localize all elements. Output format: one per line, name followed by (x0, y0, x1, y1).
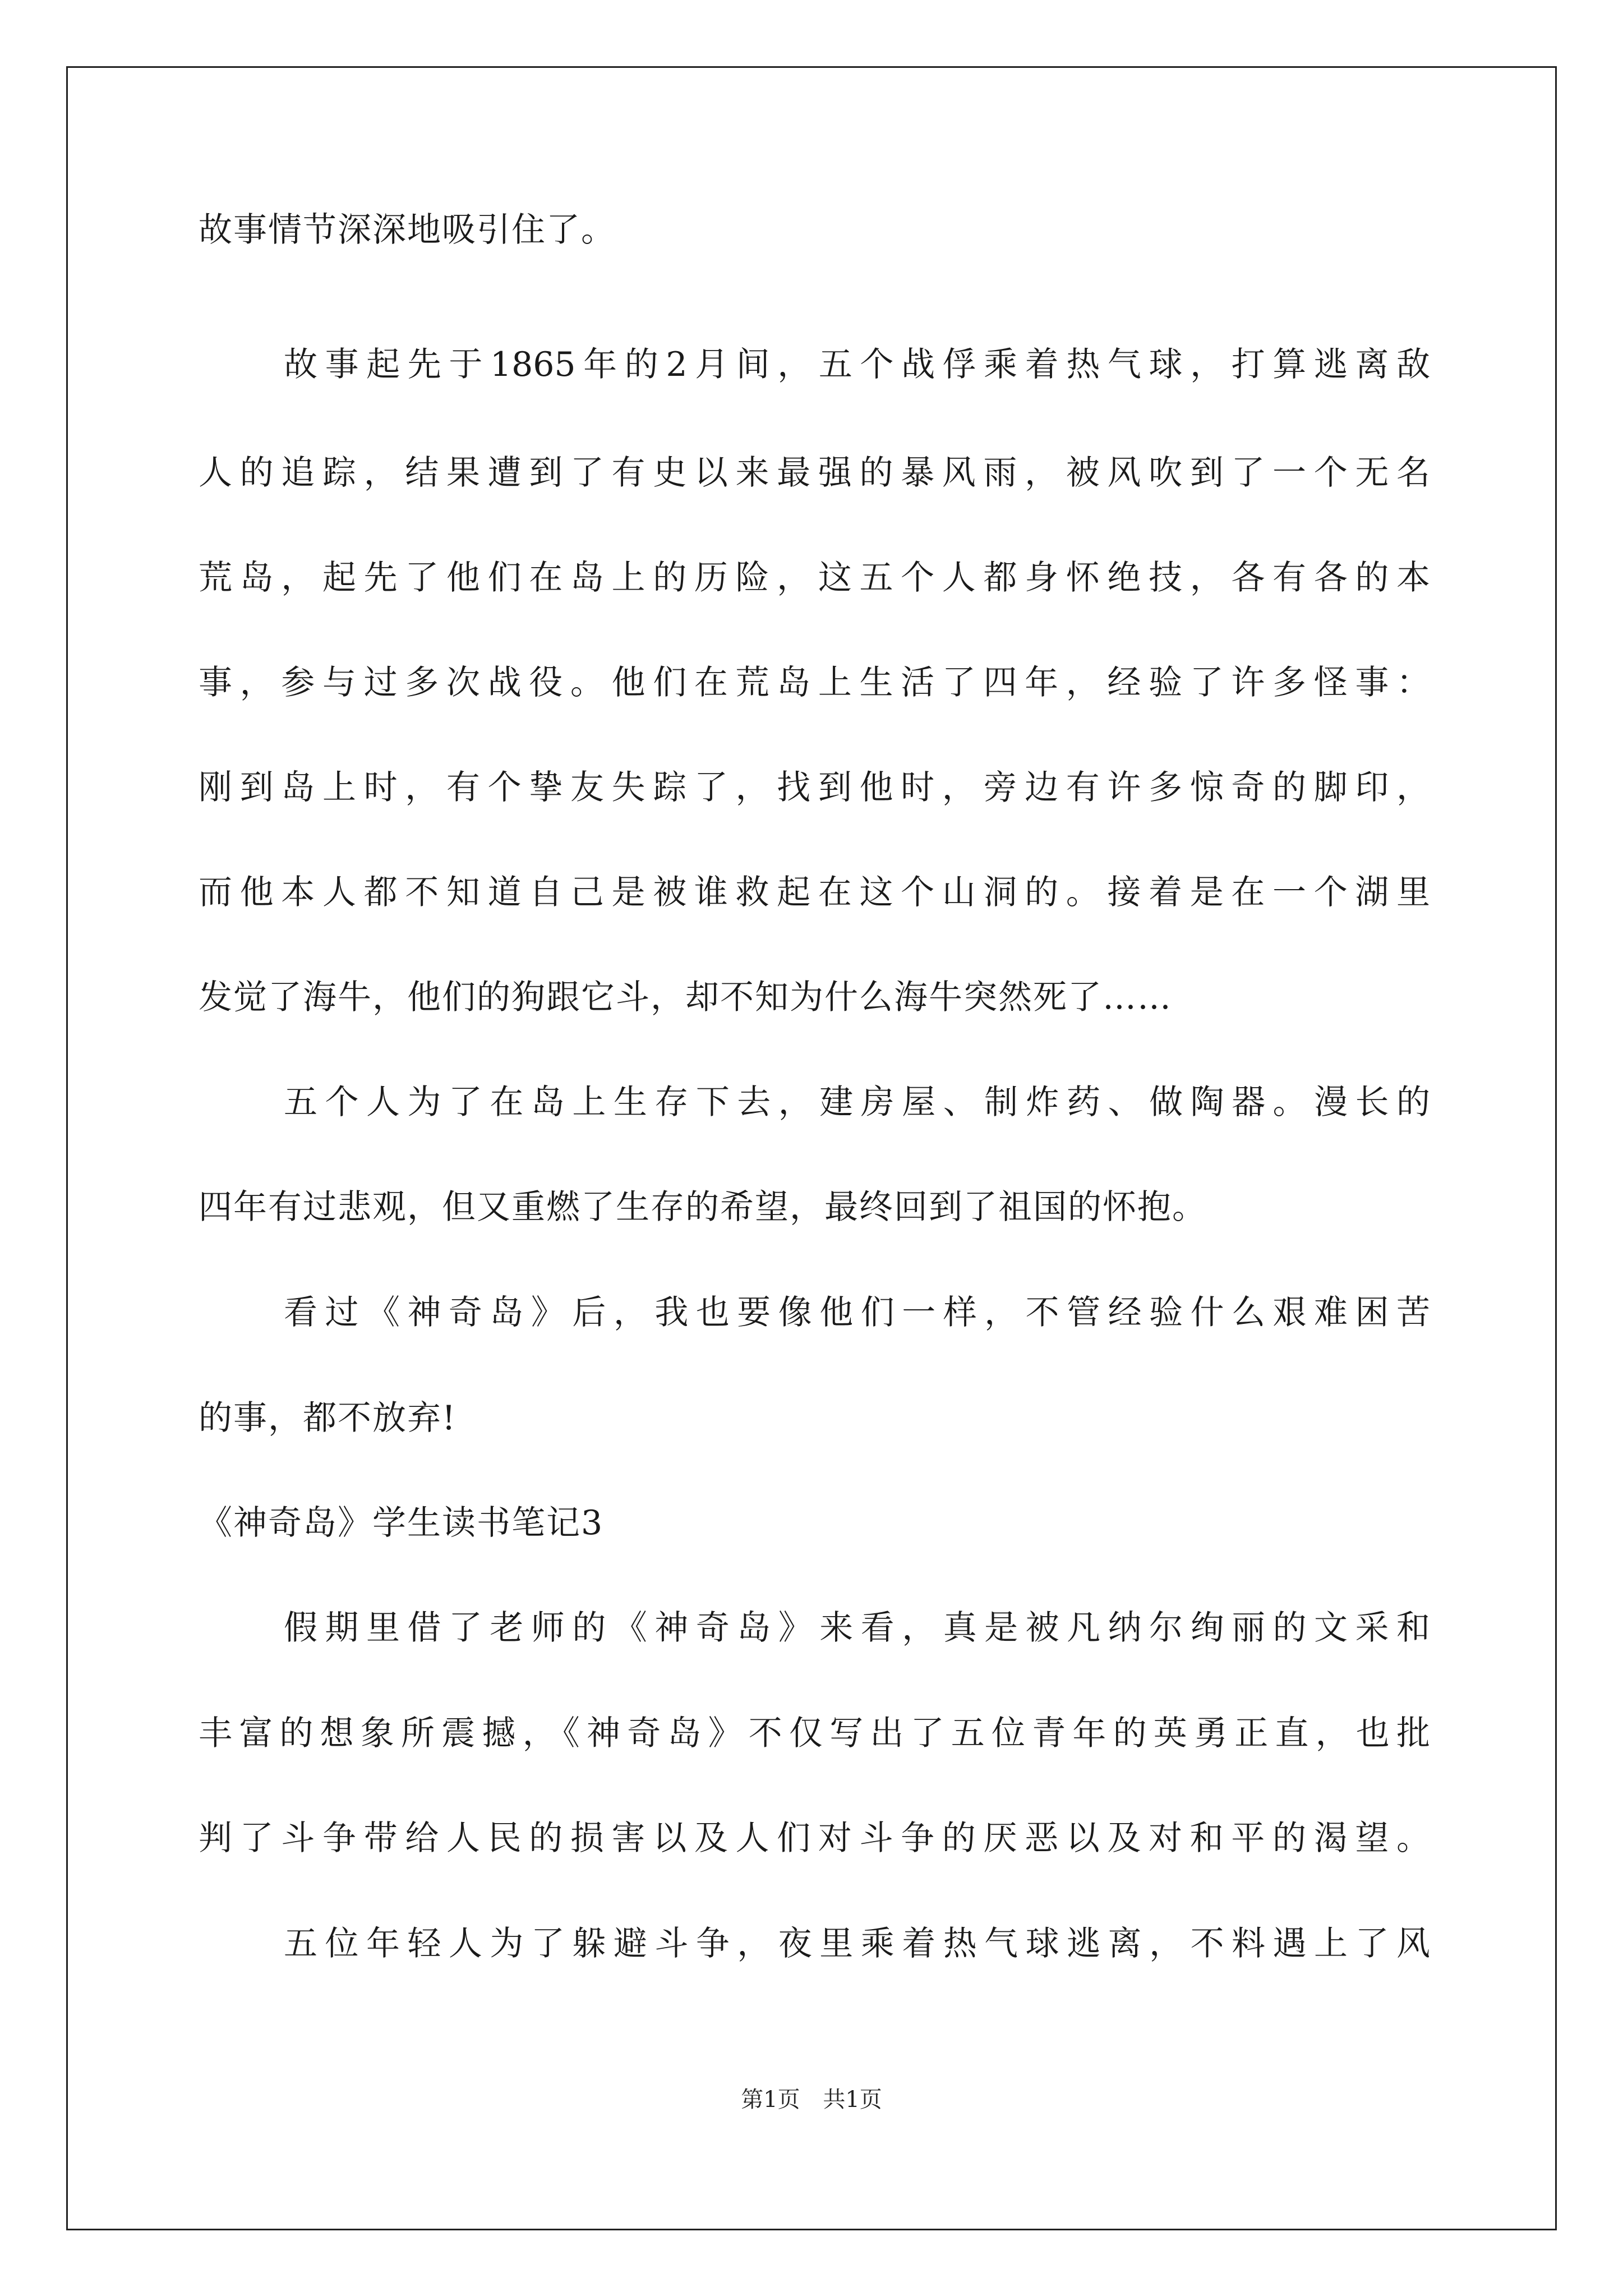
text-line: 五个人为了在岛上生存下去，建房屋、制炸药、做陶器。漫长的 (284, 1083, 1430, 1122)
page-footer (0, 2086, 1623, 2114)
page-total: 共1页 (823, 2087, 882, 2113)
page-border (66, 66, 1557, 2230)
text-line: 人的追踪，结果遭到了有史以来最强的暴风雨，被风吹到了一个无名 (199, 453, 1430, 493)
text-line: 判了斗争带给人民的损害以及人们对斗争的厌恶以及对和平的渴望。 (199, 1819, 1430, 1858)
text-line: 四年有过悲观，但又重燃了生存的希望，最终回到了祖国的怀抱。 (199, 1188, 1207, 1227)
text-line: 荒岛，起先了他们在岛上的历险，这五个人都身怀绝技，各有各的本 (199, 558, 1430, 597)
text-line: 假期里借了老师的《神奇岛》来看，真是被凡纳尔绚丽的文采和 (284, 1608, 1430, 1648)
text-line: 事，参与过多次战役。他们在荒岛上生活了四年，经验了许多怪事： (199, 663, 1430, 702)
section-heading: 《神奇岛》学生读书笔记3 (199, 1503, 604, 1543)
text-line: 丰富的想象所震撼，《神奇岛》不仅写出了五位青年的英勇正直，也批 (199, 1714, 1430, 1753)
text-line: 故事情节深深地吸引住了。 (199, 210, 616, 250)
text-line: 五位年轻人为了躲避斗争，夜里乘着热气球逃离，不料遇上了风 (284, 1924, 1430, 1963)
text-line: 发觉了海牛，他们的狗跟它斗，却不知为什么海牛突然死了…… (199, 978, 1172, 1017)
page-number: 第1页 (741, 2087, 800, 2113)
text-line: 的事，都不放弃! (199, 1398, 457, 1438)
text-line: 故事起先于1865年的2月间，五个战俘乘着热气球，打算逃离敌 (284, 345, 1430, 384)
text-line: 刚到岛上时，有个挚友失踪了，找到他时，旁边有许多惊奇的脚印， (199, 768, 1430, 807)
text-line: 而他本人都不知道自己是被谁救起在这个山洞的。接着是在一个湖里 (199, 873, 1430, 912)
text-line: 看过《神奇岛》后，我也要像他们一样，不管经验什么艰难困苦 (284, 1293, 1430, 1332)
